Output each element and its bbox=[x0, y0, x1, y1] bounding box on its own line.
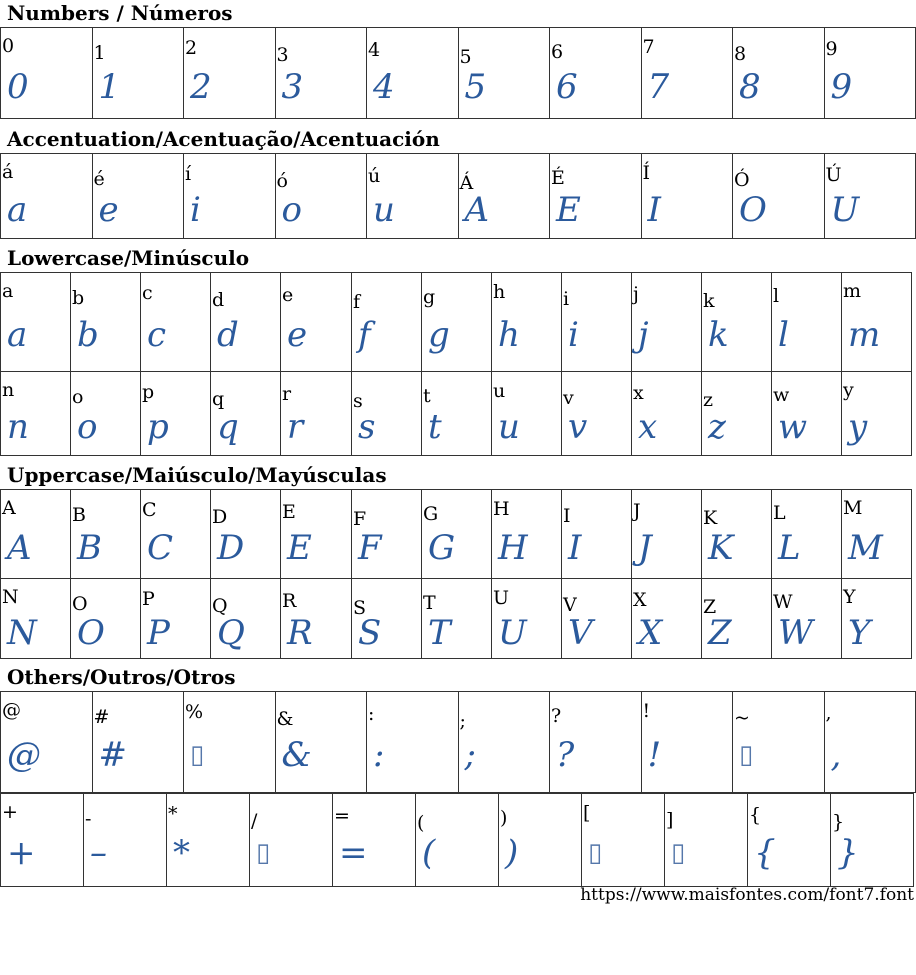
character-label: ! bbox=[642, 700, 651, 722]
missing-glyph-icon: ▯ bbox=[588, 838, 603, 868]
font-sample-glyph: 3 bbox=[281, 67, 304, 107]
font-sample-glyph: u bbox=[498, 407, 520, 447]
character-label: á bbox=[2, 161, 14, 183]
font-sample-glyph: 6 bbox=[556, 67, 578, 107]
glyph-cell bbox=[492, 273, 562, 372]
character-label: - bbox=[85, 808, 92, 830]
glyph-row bbox=[1, 794, 914, 887]
font-sample-glyph: i bbox=[568, 315, 579, 355]
character-label: , bbox=[825, 702, 832, 724]
character-label: É bbox=[551, 167, 565, 189]
character-label: Y bbox=[843, 586, 856, 608]
font-sample-glyph: = bbox=[339, 833, 368, 873]
font-sample-glyph: * bbox=[173, 833, 190, 873]
character-label: s bbox=[353, 390, 363, 412]
font-sample-glyph: E bbox=[287, 528, 312, 568]
glyph-cell bbox=[281, 579, 352, 659]
missing-glyph-icon: ▯ bbox=[739, 740, 754, 770]
character-label: F bbox=[353, 508, 367, 530]
font-sample-glyph: @ bbox=[7, 735, 41, 775]
font-sample-glyph: q bbox=[217, 407, 239, 447]
font-sample-glyph: D bbox=[217, 528, 245, 568]
glyph-cell bbox=[458, 154, 550, 239]
character-label: í bbox=[185, 163, 192, 185]
character-label: 6 bbox=[551, 41, 564, 63]
glyph-cell bbox=[250, 794, 333, 887]
glyph-cell bbox=[641, 28, 733, 119]
character-label: + bbox=[2, 801, 18, 823]
font-sample-glyph: d bbox=[217, 315, 239, 355]
font-sample-glyph: H bbox=[498, 528, 528, 568]
character-label: w bbox=[773, 384, 790, 406]
glyph-cell bbox=[842, 579, 912, 659]
glyph-cell bbox=[1, 28, 93, 119]
character-label: q bbox=[212, 388, 225, 410]
font-sample-glyph: F bbox=[358, 528, 382, 568]
accents-grid bbox=[0, 153, 916, 239]
font-sample-glyph: x bbox=[638, 407, 658, 447]
glyph-cell bbox=[824, 28, 916, 119]
font-sample-glyph: , bbox=[830, 735, 842, 775]
font-sample-glyph: X bbox=[638, 613, 663, 653]
glyph-cell bbox=[1, 372, 71, 456]
glyph-cell bbox=[71, 273, 141, 372]
character-label: é bbox=[93, 168, 105, 190]
glyph-cell bbox=[702, 579, 772, 659]
character-label: % bbox=[185, 701, 204, 723]
character-label: S bbox=[353, 597, 367, 619]
glyph-cell bbox=[422, 579, 492, 659]
character-label: j bbox=[633, 283, 639, 305]
font-sample-glyph: n bbox=[7, 407, 29, 447]
character-label: { bbox=[749, 804, 762, 826]
glyph-cell bbox=[184, 154, 276, 239]
glyph-cell bbox=[141, 273, 211, 372]
font-sample-glyph: C bbox=[147, 528, 174, 568]
font-sample-glyph: K bbox=[708, 528, 734, 568]
character-label: M bbox=[843, 497, 863, 519]
font-sample-glyph: U bbox=[830, 190, 860, 230]
glyph-cell bbox=[281, 372, 352, 456]
glyph-cell bbox=[458, 692, 550, 793]
character-label: 7 bbox=[642, 36, 655, 58]
character-label: / bbox=[251, 810, 258, 832]
font-sample-glyph: { bbox=[754, 833, 776, 873]
font-sample-glyph: z bbox=[708, 407, 726, 447]
glyph-cell bbox=[275, 154, 367, 239]
character-label: G bbox=[423, 503, 439, 525]
font-sample-glyph: R bbox=[287, 613, 313, 653]
character-label: Á bbox=[459, 172, 474, 194]
character-label: Í bbox=[642, 162, 651, 184]
glyph-cell bbox=[665, 794, 748, 887]
font-sample-glyph: w bbox=[778, 407, 808, 447]
section-title-numbers: Numbers / Números bbox=[7, 1, 233, 25]
character-label: V bbox=[563, 594, 577, 616]
character-label: ( bbox=[417, 812, 425, 834]
font-sample-glyph: T bbox=[428, 613, 451, 653]
font-sample-glyph: ? bbox=[556, 735, 575, 775]
character-label: = bbox=[334, 805, 350, 827]
font-sample-glyph: B bbox=[77, 528, 102, 568]
missing-glyph-icon: ▯ bbox=[671, 838, 686, 868]
glyph-cell bbox=[1, 490, 71, 579]
glyph-cell bbox=[641, 154, 733, 239]
glyph-cell bbox=[141, 490, 211, 579]
character-label: * bbox=[168, 803, 178, 825]
font-sample-glyph: S bbox=[358, 613, 382, 653]
font-sample-glyph: 8 bbox=[739, 67, 761, 107]
font-sample-glyph: O bbox=[739, 190, 767, 230]
character-label: 3 bbox=[276, 44, 289, 66]
glyph-cell bbox=[167, 794, 250, 887]
character-label: l bbox=[773, 285, 780, 307]
glyph-cell bbox=[632, 372, 702, 456]
font-sample-glyph: : bbox=[373, 735, 385, 775]
glyph-cell bbox=[492, 579, 562, 659]
glyph-cell bbox=[1, 692, 93, 793]
font-sample-glyph: e bbox=[98, 190, 119, 230]
character-label: u bbox=[493, 380, 506, 402]
character-label: i bbox=[563, 288, 570, 310]
font-sample-glyph: 7 bbox=[647, 67, 670, 107]
font-sample-glyph: I bbox=[647, 190, 661, 230]
character-label: Ó bbox=[734, 169, 750, 191]
font-sample-glyph: } bbox=[837, 833, 859, 873]
character-label: t bbox=[423, 385, 431, 407]
font-sample-glyph: g bbox=[428, 315, 450, 355]
uppercase-grid bbox=[0, 489, 912, 659]
character-label: ? bbox=[551, 705, 562, 727]
glyph-cell bbox=[1, 794, 84, 887]
character-label: o bbox=[72, 386, 84, 408]
character-label: Z bbox=[703, 596, 717, 618]
character-label: 9 bbox=[825, 38, 838, 60]
character-label: X bbox=[633, 589, 647, 611]
glyph-row bbox=[1, 28, 916, 119]
character-label: b bbox=[72, 287, 85, 309]
character-label: } bbox=[832, 811, 845, 833]
glyph-cell bbox=[824, 154, 916, 239]
character-label: ] bbox=[666, 809, 674, 831]
glyph-cell bbox=[772, 490, 842, 579]
glyph-cell bbox=[632, 490, 702, 579]
font-sample-glyph: h bbox=[498, 315, 520, 355]
glyph-cell bbox=[842, 273, 912, 372]
glyph-row bbox=[1, 490, 912, 579]
character-label: U bbox=[493, 587, 510, 609]
glyph-cell bbox=[824, 692, 916, 793]
character-label: D bbox=[212, 506, 228, 528]
glyph-cell bbox=[772, 372, 842, 456]
font-sample-glyph: Q bbox=[217, 613, 245, 653]
glyph-cell bbox=[492, 372, 562, 456]
glyph-cell bbox=[1, 154, 93, 239]
character-label: C bbox=[142, 499, 157, 521]
character-label: 1 bbox=[93, 42, 106, 64]
character-label: ú bbox=[368, 165, 381, 187]
font-sample-glyph: t bbox=[428, 407, 442, 447]
glyph-cell bbox=[772, 273, 842, 372]
glyph-cell bbox=[733, 154, 825, 239]
glyph-cell bbox=[422, 490, 492, 579]
character-label: R bbox=[282, 590, 297, 612]
character-label: 0 bbox=[2, 35, 15, 57]
glyph-cell bbox=[367, 692, 459, 793]
font-sample-glyph: a bbox=[7, 190, 28, 230]
missing-glyph-icon: ▯ bbox=[190, 740, 205, 770]
font-sample-glyph: A bbox=[464, 190, 490, 230]
glyph-cell bbox=[733, 28, 825, 119]
glyph-cell bbox=[582, 794, 665, 887]
glyph-cell bbox=[84, 794, 167, 887]
font-sample-glyph: j bbox=[638, 315, 649, 355]
section-title-uppercase: Uppercase/Maiúsculo/Mayúsculas bbox=[7, 463, 387, 487]
character-label: K bbox=[703, 507, 718, 529]
glyph-cell bbox=[352, 372, 422, 456]
character-label: P bbox=[142, 588, 155, 610]
character-label: x bbox=[633, 382, 644, 404]
character-label: d bbox=[212, 289, 225, 311]
font-sample-glyph: I bbox=[568, 528, 582, 568]
character-label: f bbox=[353, 291, 361, 313]
character-label: W bbox=[773, 591, 793, 613]
character-label: c bbox=[142, 282, 153, 304]
character-label: 5 bbox=[459, 46, 472, 68]
glyph-cell bbox=[748, 794, 831, 887]
font-sample-glyph: u bbox=[373, 190, 395, 230]
glyph-cell bbox=[71, 490, 141, 579]
font-sample-glyph: b bbox=[77, 315, 99, 355]
character-label: g bbox=[423, 286, 436, 308]
character-label: v bbox=[563, 387, 574, 409]
character-label: : bbox=[368, 703, 375, 725]
character-label: 8 bbox=[734, 43, 747, 65]
character-label: 2 bbox=[185, 37, 198, 59]
font-sample-glyph: m bbox=[848, 315, 881, 355]
font-sample-glyph: c bbox=[147, 315, 167, 355]
font-sample-glyph: s bbox=[358, 407, 376, 447]
glyph-cell bbox=[702, 273, 772, 372]
glyph-cell bbox=[499, 794, 582, 887]
character-label: ; bbox=[459, 710, 466, 732]
font-sample-glyph: 1 bbox=[98, 67, 121, 107]
glyph-cell bbox=[562, 490, 632, 579]
glyph-cell bbox=[281, 273, 352, 372]
character-label: A bbox=[2, 497, 16, 519]
glyph-cell bbox=[842, 372, 912, 456]
font-sample-glyph: O bbox=[77, 613, 105, 653]
character-label: E bbox=[282, 501, 296, 523]
character-label: & bbox=[276, 708, 294, 730]
glyph-cell bbox=[842, 490, 912, 579]
character-label: r bbox=[282, 383, 292, 405]
glyph-cell bbox=[416, 794, 499, 887]
glyph-cell bbox=[632, 273, 702, 372]
character-label: H bbox=[493, 498, 510, 520]
font-sample-glyph: ; bbox=[464, 735, 476, 775]
font-sample-glyph: L bbox=[778, 528, 801, 568]
section-title-accents: Accentuation/Acentuação/Acentuación bbox=[7, 127, 440, 151]
glyph-cell bbox=[184, 692, 276, 793]
font-sample-glyph: ! bbox=[647, 735, 662, 775]
glyph-row bbox=[1, 692, 916, 793]
font-sample-glyph: l bbox=[778, 315, 789, 355]
font-sample-glyph: i bbox=[190, 190, 201, 230]
font-sample-glyph: Z bbox=[708, 613, 732, 653]
footer-url: https://www.maisfontes.com/font7.font bbox=[580, 885, 914, 905]
character-label: z bbox=[703, 389, 714, 411]
character-label: I bbox=[563, 505, 571, 527]
character-label: O bbox=[72, 593, 88, 615]
font-sample-glyph: a bbox=[7, 315, 28, 355]
glyph-cell bbox=[211, 490, 281, 579]
character-label: @ bbox=[2, 699, 21, 721]
glyph-cell bbox=[772, 579, 842, 659]
font-sample-glyph: G bbox=[428, 528, 456, 568]
glyph-row bbox=[1, 273, 912, 372]
glyph-cell bbox=[184, 28, 276, 119]
others-grid-row1 bbox=[0, 691, 916, 793]
character-label: ~ bbox=[734, 707, 750, 729]
glyph-cell bbox=[367, 154, 459, 239]
character-label: e bbox=[282, 284, 294, 306]
character-label: B bbox=[72, 504, 86, 526]
glyph-cell bbox=[367, 28, 459, 119]
character-label: L bbox=[773, 502, 786, 524]
numbers-grid bbox=[0, 27, 916, 119]
font-sample-glyph: f bbox=[358, 315, 371, 355]
character-label: Q bbox=[212, 595, 228, 617]
glyph-cell bbox=[702, 372, 772, 456]
glyph-cell bbox=[641, 692, 733, 793]
font-sample-glyph: # bbox=[98, 735, 127, 775]
font-sample-glyph: M bbox=[848, 528, 883, 568]
glyph-cell bbox=[92, 692, 184, 793]
character-label: y bbox=[843, 379, 854, 401]
character-label: Ú bbox=[825, 164, 842, 186]
font-sample-glyph: V bbox=[568, 613, 593, 653]
glyph-cell bbox=[422, 372, 492, 456]
font-sample-glyph: e bbox=[287, 315, 308, 355]
font-sample-glyph: o bbox=[77, 407, 98, 447]
glyph-cell bbox=[550, 28, 642, 119]
character-label: p bbox=[142, 381, 155, 403]
font-sample-glyph: 4 bbox=[373, 67, 395, 107]
glyph-cell bbox=[275, 692, 367, 793]
font-sample-glyph: p bbox=[147, 407, 169, 447]
glyph-cell bbox=[550, 154, 642, 239]
glyph-cell bbox=[702, 490, 772, 579]
glyph-cell bbox=[1, 273, 71, 372]
font-sample-glyph: + bbox=[7, 833, 36, 873]
glyph-cell bbox=[550, 692, 642, 793]
character-label: h bbox=[493, 281, 506, 303]
font-sample-glyph: 5 bbox=[464, 67, 487, 107]
font-sample-glyph: r bbox=[287, 407, 304, 447]
glyph-cell bbox=[211, 372, 281, 456]
font-sample-glyph: k bbox=[708, 315, 729, 355]
font-sample-glyph: ( bbox=[422, 833, 436, 873]
glyph-row bbox=[1, 154, 916, 239]
font-sample-glyph: W bbox=[778, 613, 813, 653]
glyph-cell bbox=[458, 28, 550, 119]
glyph-cell bbox=[352, 490, 422, 579]
font-sample-glyph: P bbox=[147, 613, 170, 653]
font-sample-glyph: 9 bbox=[830, 67, 853, 107]
section-title-others: Others/Outros/Otros bbox=[7, 665, 236, 689]
glyph-cell bbox=[352, 273, 422, 372]
glyph-cell bbox=[211, 273, 281, 372]
font-sample-glyph: o bbox=[281, 190, 302, 230]
glyph-cell bbox=[141, 579, 211, 659]
font-sample-glyph: & bbox=[281, 735, 312, 775]
font-sample-glyph: E bbox=[556, 190, 581, 230]
glyph-row bbox=[1, 579, 912, 659]
character-label: n bbox=[2, 379, 15, 401]
character-label: k bbox=[703, 290, 715, 312]
glyph-cell bbox=[92, 28, 184, 119]
glyph-cell bbox=[333, 794, 416, 887]
font-sample-glyph: ) bbox=[505, 833, 519, 873]
glyph-cell bbox=[141, 372, 211, 456]
character-label: ó bbox=[276, 170, 288, 192]
glyph-cell bbox=[71, 372, 141, 456]
lowercase-grid bbox=[0, 272, 912, 456]
character-label: T bbox=[423, 592, 436, 614]
glyph-cell bbox=[352, 579, 422, 659]
glyph-cell bbox=[562, 372, 632, 456]
character-label: m bbox=[843, 280, 862, 302]
glyph-cell bbox=[733, 692, 825, 793]
glyph-row bbox=[1, 372, 912, 456]
glyph-cell bbox=[632, 579, 702, 659]
font-sample-glyph: N bbox=[7, 613, 37, 653]
font-sample-glyph: – bbox=[90, 833, 107, 873]
character-label: ) bbox=[500, 807, 508, 829]
font-sample-glyph: Y bbox=[848, 613, 871, 653]
character-label: # bbox=[93, 706, 110, 728]
glyph-cell bbox=[562, 579, 632, 659]
glyph-cell bbox=[422, 273, 492, 372]
glyph-cell bbox=[211, 579, 281, 659]
character-label: J bbox=[633, 500, 641, 522]
glyph-cell bbox=[492, 490, 562, 579]
glyph-cell bbox=[562, 273, 632, 372]
font-sample-glyph: y bbox=[848, 407, 868, 447]
font-sample-glyph: v bbox=[568, 407, 588, 447]
glyph-cell bbox=[1, 579, 71, 659]
character-label: a bbox=[2, 280, 14, 302]
glyph-cell bbox=[71, 579, 141, 659]
missing-glyph-icon: ▯ bbox=[256, 838, 271, 868]
glyph-cell bbox=[275, 28, 367, 119]
others-grid-row2 bbox=[0, 793, 914, 887]
glyph-cell bbox=[831, 794, 914, 887]
glyph-cell bbox=[92, 154, 184, 239]
character-label: N bbox=[2, 586, 19, 608]
section-title-lowercase: Lowercase/Minúsculo bbox=[7, 246, 250, 270]
glyph-cell bbox=[281, 490, 352, 579]
font-sample-glyph: 0 bbox=[7, 67, 29, 107]
character-label: [ bbox=[583, 802, 591, 824]
font-sample-glyph: A bbox=[7, 528, 32, 568]
font-sample-glyph: J bbox=[638, 528, 652, 568]
font-sample-glyph: U bbox=[498, 613, 527, 653]
character-label: 4 bbox=[368, 39, 381, 61]
font-sample-glyph: 2 bbox=[190, 67, 212, 107]
